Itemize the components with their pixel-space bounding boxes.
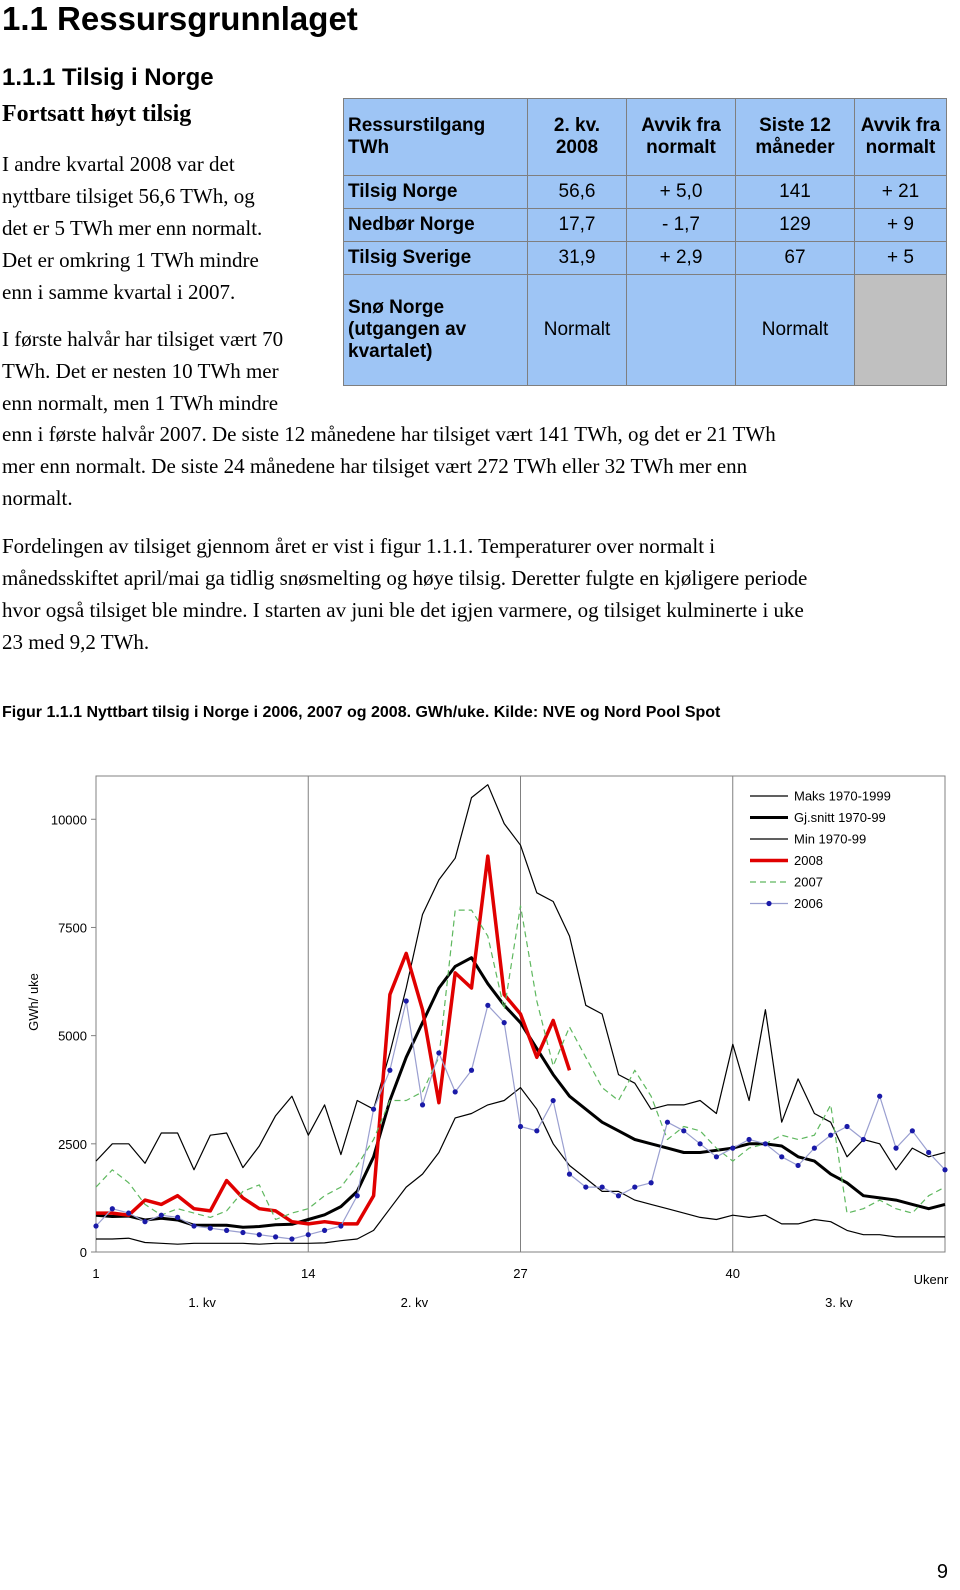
data-point <box>208 1226 213 1231</box>
data-point <box>697 1141 702 1146</box>
side-line: enn i samme kvartal i 2007. <box>2 280 236 304</box>
side-line: det er 5 TWh mer enn normalt. <box>2 216 263 240</box>
side-line: nyttbare tilsiget 56,6 TWh, og <box>2 184 255 208</box>
y-tick-label: 0 <box>79 1245 87 1260</box>
table-header-cell: 2. kv. 2008 <box>528 99 627 176</box>
table-cell: 56,6 <box>528 176 627 209</box>
data-point <box>812 1146 817 1151</box>
data-point <box>93 1223 98 1228</box>
data-point <box>485 1003 490 1008</box>
table-cell: + 9 <box>855 209 947 242</box>
data-point <box>257 1232 262 1237</box>
table-cell: Tilsig Sverige <box>344 242 528 275</box>
legend-label: Gj.snitt 1970-99 <box>794 810 886 825</box>
table-cell: + 5 <box>855 242 947 275</box>
table-cell: + 5,0 <box>627 176 736 209</box>
data-point <box>404 998 409 1003</box>
data-point <box>795 1163 800 1168</box>
data-point <box>551 1098 556 1103</box>
table-row <box>344 275 947 386</box>
legend-label: Min 1970-99 <box>794 831 867 847</box>
data-point <box>714 1154 719 1159</box>
table-cell <box>855 275 947 386</box>
data-point <box>730 1146 735 1151</box>
data-point <box>583 1184 588 1189</box>
table-header-cell: Siste 12 måneder <box>736 99 855 176</box>
body-line: normalt. <box>2 486 73 510</box>
data-point <box>142 1219 147 1224</box>
x-tick-label: 1 <box>92 1266 100 1281</box>
data-point <box>665 1120 670 1125</box>
table-cell: 31,9 <box>528 242 627 275</box>
table-row <box>344 176 947 209</box>
resource-table <box>343 98 947 386</box>
body-line: månedsskiftet april/mai ga tidlig snøsmelting og høye tilsig. Deretter fulgte en kjøligere periode <box>2 566 808 590</box>
data-point <box>632 1184 637 1189</box>
table-cell: + 2,9 <box>627 242 736 275</box>
data-point <box>861 1137 866 1142</box>
data-point <box>175 1215 180 1220</box>
data-point <box>910 1128 915 1133</box>
table-cell: 67 <box>736 242 855 275</box>
legend-marker <box>766 901 771 906</box>
data-point <box>436 1050 441 1055</box>
data-point <box>877 1094 882 1099</box>
data-point <box>191 1223 196 1228</box>
data-point <box>273 1234 278 1239</box>
data-point <box>746 1137 751 1142</box>
table-header-row <box>344 99 947 176</box>
data-point <box>420 1102 425 1107</box>
table-cell: + 21 <box>855 176 947 209</box>
data-point <box>289 1236 294 1241</box>
data-point <box>567 1172 572 1177</box>
table-cell: - 1,7 <box>627 209 736 242</box>
data-point <box>600 1184 605 1189</box>
data-point <box>518 1124 523 1129</box>
subsection-title: 1.1.1 Tilsig i Norge <box>2 64 214 91</box>
y-tick-label: 7500 <box>58 920 87 936</box>
side-line: I andre kvartal 2008 var det <box>2 152 235 176</box>
side-line: Det er omkring 1 TWh mindre <box>2 248 259 272</box>
data-point <box>126 1210 131 1215</box>
table-cell: Snø Norge (utgangen av kvartalet) <box>344 275 528 386</box>
data-point <box>240 1230 245 1235</box>
body-line: hvor også tilsiget ble mindre. I starten av juni ble det igjen varmere, og tilsiget kulminerte i uke <box>2 598 804 622</box>
data-point <box>110 1206 115 1211</box>
data-point <box>224 1228 229 1233</box>
table-cell: 17,7 <box>528 209 627 242</box>
chart-legend <box>750 789 891 912</box>
table-cell: Normalt <box>528 275 627 386</box>
body-line: 23 med 9,2 TWh. <box>2 630 150 654</box>
table-cell <box>627 275 736 386</box>
data-point <box>306 1232 311 1237</box>
data-point <box>159 1213 164 1218</box>
data-point <box>616 1193 621 1198</box>
data-point <box>649 1180 654 1185</box>
data-point <box>355 1193 360 1198</box>
data-point <box>844 1124 849 1129</box>
table-row <box>344 209 947 242</box>
table-cell: Nedbør Norge <box>344 209 528 242</box>
data-point <box>322 1228 327 1233</box>
quarter-label: 2. kv <box>400 1295 429 1310</box>
legend-label: Maks 1970-1999 <box>794 788 891 804</box>
data-point <box>681 1128 686 1133</box>
legend-label: 2007 <box>794 874 823 890</box>
y-tick-label: 2500 <box>58 1136 87 1152</box>
x-axis-label: Ukenr <box>913 1272 949 1287</box>
x-tick-label: 14 <box>301 1266 316 1281</box>
data-point <box>779 1154 784 1159</box>
table-cell: Normalt <box>736 275 855 386</box>
body-line: enn i første halvår 2007. De siste 12 månedene har tilsiget vært 141 TWh, og det er 21 TWh <box>2 422 776 446</box>
quarter-label: 1. kv <box>188 1295 216 1310</box>
data-point <box>763 1141 768 1146</box>
data-point <box>926 1150 931 1155</box>
x-tick-label: 40 <box>725 1266 740 1281</box>
table-cell: 141 <box>736 176 855 209</box>
side-line: TWh. Det er nesten 10 TWh mer <box>2 359 279 383</box>
x-tick-label: 27 <box>513 1266 528 1281</box>
table-header-cell: Avvik fra normalt <box>855 99 947 176</box>
inflow-chart <box>0 760 960 1360</box>
legend-label: 2008 <box>794 853 823 868</box>
data-point <box>371 1107 376 1112</box>
table-cell: 129 <box>736 209 855 242</box>
data-point <box>338 1223 343 1228</box>
table-cell: Tilsig Norge <box>344 176 528 209</box>
y-tick-label: 5000 <box>58 1028 87 1044</box>
y-tick-label: 10000 <box>50 812 87 828</box>
data-point <box>502 1020 507 1025</box>
table-header-cell: Avvik fra normalt <box>627 99 736 176</box>
data-point <box>828 1133 833 1138</box>
data-point <box>534 1128 539 1133</box>
side-line: I første halvår har tilsiget vært 70 <box>2 327 284 351</box>
data-point <box>942 1167 947 1172</box>
legend-label: 2006 <box>794 896 823 911</box>
quarter-label: 3. kv <box>825 1295 853 1310</box>
body-line: Fordelingen av tilsiget gjennom året er vist i figur 1.1.1. Temperaturer over normalt i <box>2 534 716 558</box>
data-point <box>387 1068 392 1073</box>
data-point <box>453 1089 458 1094</box>
data-point <box>469 1068 474 1073</box>
heading: Fortsatt høyt tilsig <box>2 101 192 127</box>
series-line <box>96 856 570 1224</box>
page-number: 9 <box>936 1561 948 1583</box>
table-row <box>344 242 947 275</box>
side-line: enn normalt, men 1 TWh mindre <box>2 391 279 415</box>
y-axis-label: GWh/ uke <box>26 973 41 1031</box>
body-line: mer enn normalt. De siste 24 månedene har tilsiget vært 272 TWh eller 32 TWh mer enn <box>2 454 748 478</box>
data-point <box>893 1146 898 1151</box>
section-title: 1.1 Ressursgrunnlaget <box>2 0 358 37</box>
table-header-cell: Ressurstilgang TWh <box>344 99 528 176</box>
figure-caption: Figur 1.1.1 Nyttbart tilsig i Norge i 2006, 2007 og 2008. GWh/uke. Kilde: NVE og Nord Pool Spot <box>2 704 721 721</box>
